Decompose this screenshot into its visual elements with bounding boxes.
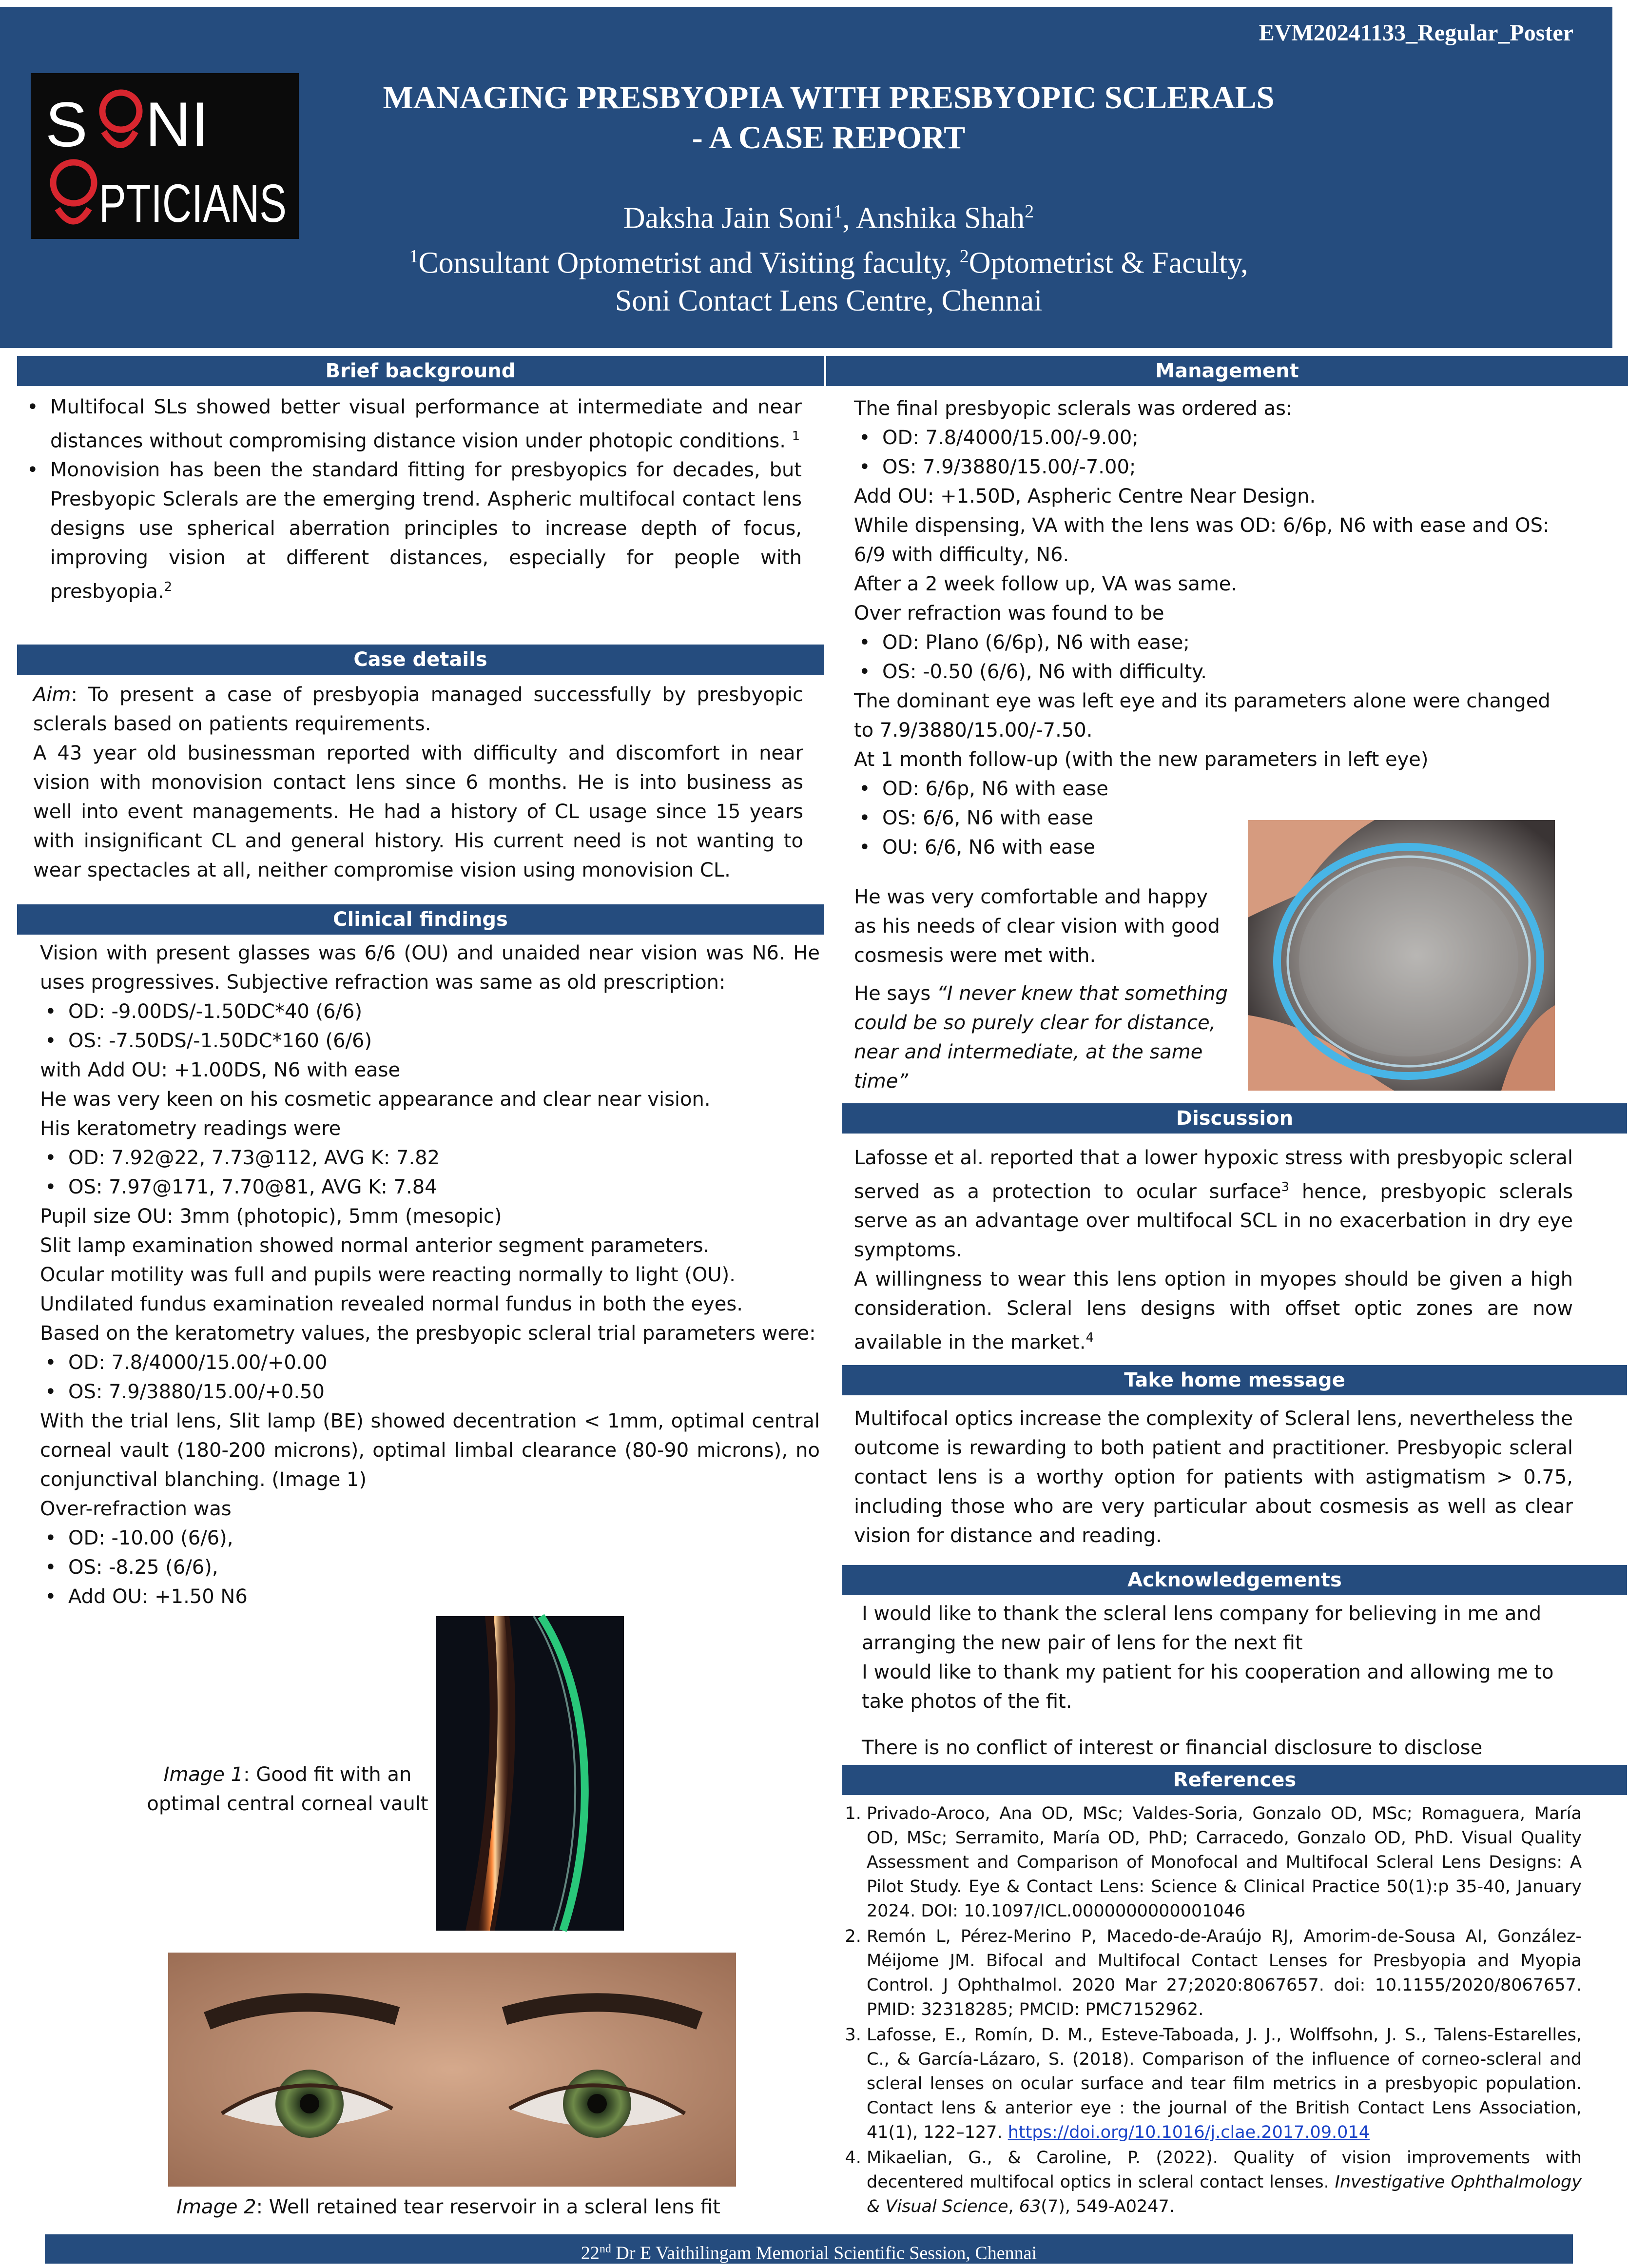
rx-od: • OD: -9.00DS/-1.50DC*40 (6/6) [40,997,820,1026]
aff-1: Consultant Optometrist and Visiting faculty, [418,246,960,280]
mgmt-p5: Over refraction was found to be [854,602,1164,625]
footer-sup: nd [599,2243,611,2255]
section-header-references: References [842,1765,1627,1795]
section-header-management: Management [826,356,1628,386]
image-2-label: Image 2 [176,2196,256,2218]
slit-lamp-photo-icon [436,1616,624,1931]
management-body [854,394,1573,862]
aff-2: Optometrist & Faculty, [969,246,1248,280]
poster-title [317,78,1340,158]
aim-label: Aim [33,684,71,706]
case-aim [33,680,803,739]
clinical-p9: Based on the keratometry values, the presbyopic scleral trial parameters were: [40,1322,816,1345]
month-os: • OS: 6/6, N6 with ease [854,803,1573,833]
management-closing [854,882,1234,1096]
reference-3-link[interactable]: https://doi.org/10.1016/j.clae.2017.09.014 [1008,2123,1370,2142]
discussion-p2 [854,1265,1573,1357]
clinical-p7: Ocular motility was full and pupils were reacting normally to light (OU). [40,1264,736,1286]
mgmt-over-od: • OD: Plano (6/6p), N6 with ease; [854,628,1573,657]
mgmt-p3: While dispensing, VA with the lens was OD: 6/6p, N6 with ease and OS: 6/9 with difficulty, N6. [854,514,1550,566]
aff-2-sup: 2 [959,246,969,267]
case-history: A 43 year old businessman reported with difficulty and discomfort in near vision with monovision contact lens since 6 months. He is into business as well into event managements. He had a history of CL usage since 15 years with insignificant CL and general history. His current need is not wanting to wear spectacles at all, neither compromise vision using monovision CL. [33,742,803,881]
reference-1: 1. Privado-Aroco, Ana OD, MSc; Valdes-Soria, Gonzalo OD, MSc; Romaguera, María OD, MSc; Serramito, María OD, PhD; Carracedo, Gonzalo OD, PhD. Visual Quality Assessment and Comparison of Monofocal and Multifocal Scleral Lens Designs: A Pilot Study. Eye & Contact Lens: Science & Clinical Practice 50(1):p 35-40, January 2024. DOI: 10.1097/ICL.0000000000001046 [867,1801,1582,1923]
image-1-caption-line1 [117,1760,458,1789]
mgmt-p1: The final presbyopic sclerals was ordered as: [854,397,1293,420]
image-2-eyes-photo [168,1953,736,2187]
clinical-p5: Pupil size OU: 3mm (photopic), 5mm (mesopic) [40,1205,502,1228]
ack-p1: I would like to thank the scleral lens company for believing in me and arranging the new pair of lens for the next fit [862,1603,1542,1654]
poster-id: EVM20241133_Regular_Poster [1259,20,1573,46]
quote-lead: He says [854,982,937,1005]
section-header-case: Case details [17,645,824,675]
svg-text:S: S [45,89,88,160]
author-1-sup: 1 [833,201,843,222]
svg-text:NI: NI [145,89,209,160]
reference-3-text: Lafosse, E., Romín, D. M., Esteve-Taboada, J. J., Wolffsohn, J. S., Talens-Estarelles, C., & García-Lázaro, S. (2018). Comparison of the influence of corneo-scleral and scleral lenses on ocular surface and tear film metrics in a presbyopic population. Contact lens & anterior eye : the journal of the British Contact Lens Association, 41(1), 122–127. [867,2025,1582,2142]
month-ou: • OU: 6/6, N6 with ease [854,833,1573,862]
mgmt-quote [854,979,1234,1096]
footer-text: Dr E Vaithilingam Memorial Scientific Session, Chennai [611,2243,1037,2264]
reference-3 [867,2023,1582,2145]
mgmt-p2: Add OU: +1.50D, Aspheric Centre Near Design. [854,485,1316,508]
k-os: • OS: 7.97@171, 7.70@81, AVG K: 7.84 [40,1173,820,1202]
over-os: • OS: -8.25 (6/6), [40,1553,820,1582]
footer-number: 22 [581,2243,600,2264]
k-od: • OD: 7.92@22, 7.73@112, AVG K: 7.82 [40,1143,820,1173]
brief-bullet-1 [22,392,802,455]
scleral-lens-photo-icon [1248,820,1555,1091]
image-1-slit-lamp-photo [436,1616,624,1931]
scleral-lens-photo [1248,820,1555,1091]
over-add: • Add OU: +1.50 N6 [40,1582,820,1611]
clinical-p1: Vision with present glasses was 6/6 (OU) and unaided near vision was N6. He uses progressives. Subjective refraction was same as old prescription: [40,942,820,994]
final-od: • OD: 7.8/4000/15.00/-9.00; [854,423,1573,452]
ack-p3: There is no conflict of interest or financial disclosure to disclose [862,1737,1483,1759]
discussion-ref-4: 4 [1085,1330,1094,1346]
clinical-body [40,938,820,1611]
clinical-p3: He was very keen on his cosmetic appearance and clear near vision. [40,1088,711,1111]
image-1-caption-rest: : Good fit with an [243,1763,412,1786]
footer-banner [45,2234,1573,2264]
title-line-1: MANAGING PRESBYOPIA WITH PRESBYOPIC SCLERALS [383,80,1275,116]
discussion-p1a: Lafosse et al. reported that a lower hypoxic stress with presbyopic scleral served as a protection to ocular surface [854,1147,1573,1203]
brief-bullet-1-text: Multifocal SLs showed better visual performance at intermediate and near distances without compromising distance vision under photopic conditions. [50,396,802,452]
authors-block [317,193,1340,320]
rx-os: • OS: -7.50DS/-1.50DC*160 (6/6) [40,1026,820,1056]
brief-body [22,392,802,606]
ack-p2: I would like to thank my patient for his cooperation and allowing me to take photos of the fit. [862,1661,1554,1713]
reference-4-sep: , [1008,2197,1019,2216]
trial-os: • OS: 7.9/3880/15.00/+0.50 [40,1377,820,1407]
aim-text: : To present a case of presbyopia managed successfully by presbyopic sclerals based on patients requirements. [33,684,803,735]
image-2-caption-rest: : Well retained tear reservoir in a scleral lens fit [256,2196,720,2218]
section-header-ack: Acknowledgements [842,1565,1627,1595]
month-od: • OD: 6/6p, N6 with ease [854,774,1573,803]
brief-ref-1: 1 [792,429,800,444]
discussion-p1 [854,1143,1573,1265]
reference-4-pages: (7), 549-A0247. [1041,2197,1175,2216]
references-body [843,1801,1582,2220]
logo-icon [31,73,299,239]
section-header-brief: Brief background [17,356,824,386]
affiliation-line-2: Soni Contact Lens Centre, Chennai [615,284,1043,318]
discussion-p1b: hence, presbyopic sclerals serve as an advantage over multifocal SCL in no exacerbation in dry eye symptoms. [854,1180,1573,1262]
image-2-caption [97,2192,799,2222]
brief-ref-2: 2 [164,580,173,595]
reference-2: 2. Remón L, Pérez-Merino P, Macedo-de-Araújo RJ, Amorim-de-Sousa AI, González-Méijome JM. Bifocal and Multifocal Contact Lenses for Presbyopia and Myopia Control. J Ophthalmol. 2020 Mar 27;2020:8067657. doi: 10.1155/2020/8067657. PMID: 32318285; PMCID: PMC7152962. [867,1924,1582,2022]
svg-text:PTICIANS: PTICIANS [99,174,287,234]
affiliation-line-1 [317,237,1340,282]
takehome-body [854,1404,1573,1550]
clinical-p11: Over-refraction was [40,1498,232,1520]
section-header-clinical: Clinical findings [17,904,824,935]
trial-od: • OD: 7.8/4000/15.00/+0.00 [40,1348,820,1377]
clinical-p2: with Add OU: +1.00DS, N6 with ease [40,1059,401,1081]
ack-body [862,1599,1576,1762]
discussion-p2a: A willingness to wear this lens option in myopes should be given a high consideration. Scleral lens designs with offset optic zones are now available in the market. [854,1268,1573,1354]
aff-1-sup: 1 [409,246,419,267]
image-1-caption [117,1760,458,1818]
takehome-p1: Multifocal optics increase the complexity of Scleral lens, nevertheless the outcome is rewarding to both patient and practitioner. Presbyopic scleral contact lens is a worthy option for patients with astigmatism > 0.75, including those who are very particular about cosmesis as well as clear vision for distance and reading. [854,1408,1573,1547]
case-body [33,680,803,885]
soni-opticians-logo [31,73,299,239]
mgmt-p4: After a 2 week follow up, VA was same. [854,573,1238,595]
eyes-photo-icon [168,1953,736,2187]
over-od: • OD: -10.00 (6/6), [40,1524,820,1553]
brief-bullet-2-text: Monovision has been the standard fitting for presbyopics for decades, but Presbyopic Sclerals are the emerging trend. Aspheric multifocal contact lens designs use spherical aberration principles to increase depth of focus, improving vision at different distances, especially for people with presbyopia. [50,459,802,603]
author-line [317,193,1340,237]
mgmt-over-os: • OS: -0.50 (6/6), N6 with difficulty. [854,657,1573,686]
section-header-takehome: Take home message [842,1365,1627,1395]
discussion-body [854,1143,1573,1357]
quote-text: “I never knew that something could be so purely clear for distance, near and intermediate, at the same time” [854,982,1228,1093]
image-1-caption-line2: optimal central corneal vault [147,1793,428,1815]
reference-4-journal: Investigative Ophthalmology & Visual Science [867,2172,1582,2216]
final-os: • OS: 7.9/3880/15.00/-7.00; [854,452,1573,482]
mgmt-p7: At 1 month follow-up (with the new parameters in left eye) [854,748,1429,771]
image-1-label: Image 1 [163,1763,244,1786]
clinical-p10: With the trial lens, Slit lamp (BE) showed decentration < 1mm, optimal central corneal vault (180-200 microns), optimal limbal clearance (80-90 microns), no conjunctival blanching. (Image 1) [40,1410,820,1491]
clinical-p4: His keratometry readings were [40,1117,341,1140]
author-2: , Anshika Shah [842,201,1025,235]
reference-4-text: Mikaelian, G., & Caroline, P. (2022). Quality of vision improvements with decentered multifocal optics in scleral contact lenses. [867,2148,1582,2192]
author-2-sup: 2 [1025,201,1034,222]
section-header-discussion: Discussion [842,1103,1627,1134]
reference-4-volume: 63 [1019,2197,1041,2216]
mgmt-p6: The dominant eye was left eye and its parameters alone were changed to 7.9/3880/15.00/-7.50. [854,690,1550,742]
author-1: Daksha Jain Soni [623,201,833,235]
clinical-p8: Undilated fundus examination revealed normal fundus in both the eyes. [40,1293,743,1315]
mgmt-p8: He was very comfortable and happy as his needs of clear vision with good cosmesis were met with. [854,886,1220,967]
brief-bullet-2 [22,455,802,606]
clinical-p6: Slit lamp examination showed normal anterior segment parameters. [40,1234,710,1257]
discussion-ref-3: 3 [1281,1180,1290,1194]
title-line-2: - A CASE REPORT [692,120,966,156]
reference-4 [867,2146,1582,2219]
